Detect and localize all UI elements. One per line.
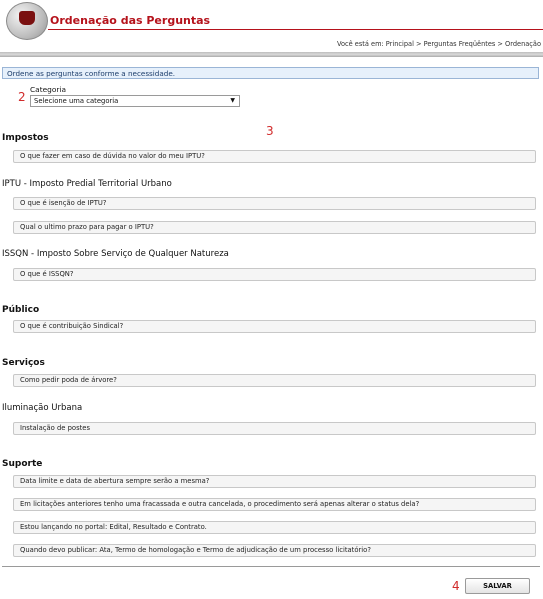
question-item[interactable]: Quando devo publicar: Ata, Termo de homologação e Termo de adjudicação de um processo licitatório? — [13, 544, 536, 557]
question-item[interactable]: O que é ISSQN? — [13, 268, 536, 281]
question-item[interactable]: O que é contribuição Sindical? — [13, 320, 536, 333]
info-message: Ordene as perguntas conforme a necessidade. — [2, 67, 539, 79]
group-title-publico: Público — [2, 305, 40, 315]
annotation-3: 3 — [266, 124, 274, 138]
category-select-value: Selecione uma categoria — [34, 97, 119, 105]
question-item[interactable]: Em licitações anteriores tenho uma fracassada e outra cancelada, o procedimento será apenas alterar o status dela? — [13, 498, 536, 511]
annotation-2: 2 — [18, 90, 26, 104]
breadcrumb — [0, 40, 543, 50]
category-label: Categoria — [30, 85, 66, 94]
faq-logo-icon — [6, 2, 48, 40]
group-title-iptu: IPTU - Imposto Predial Territorial Urbano — [2, 179, 172, 189]
caret-down-icon: ▼ — [230, 97, 235, 104]
group-title-impostos: Impostos — [2, 133, 49, 143]
breadcrumb-text: Você está em: Principal > Perguntas Freqüêntes > Ordenação — [336, 40, 541, 48]
save-button[interactable]: SALVAR — [465, 578, 530, 594]
group-title-suporte: Suporte — [2, 459, 43, 469]
title-divider — [48, 29, 543, 30]
annotation-4: 4 — [452, 579, 460, 593]
group-title-issqn: ISSQN - Imposto Sobre Serviço de Qualquer Natureza — [2, 249, 229, 259]
footer-divider — [2, 566, 540, 567]
group-title-iluminacao: Iluminação Urbana — [2, 403, 83, 413]
question-item[interactable]: Como pedir poda de árvore? — [13, 374, 536, 387]
question-item[interactable]: O que é isenção de IPTU? — [13, 197, 536, 210]
question-item[interactable]: O que fazer em caso de dúvida no valor do meu IPTU? — [13, 150, 536, 163]
category-select[interactable] — [30, 95, 240, 107]
question-item[interactable]: Data limite e data de abertura sempre serão a mesma? — [13, 475, 536, 488]
group-title-servicos: Serviços — [2, 358, 45, 368]
page-header — [0, 0, 543, 40]
header-bar — [0, 52, 543, 57]
question-item[interactable]: Qual o ultimo prazo para pagar o IPTU? — [13, 221, 536, 234]
question-item[interactable]: Instalação de postes — [13, 422, 536, 435]
page-title: Ordenação das Perguntas — [50, 14, 211, 27]
question-item[interactable]: Estou lançando no portal: Edital, Resultado e Contrato. — [13, 521, 536, 534]
